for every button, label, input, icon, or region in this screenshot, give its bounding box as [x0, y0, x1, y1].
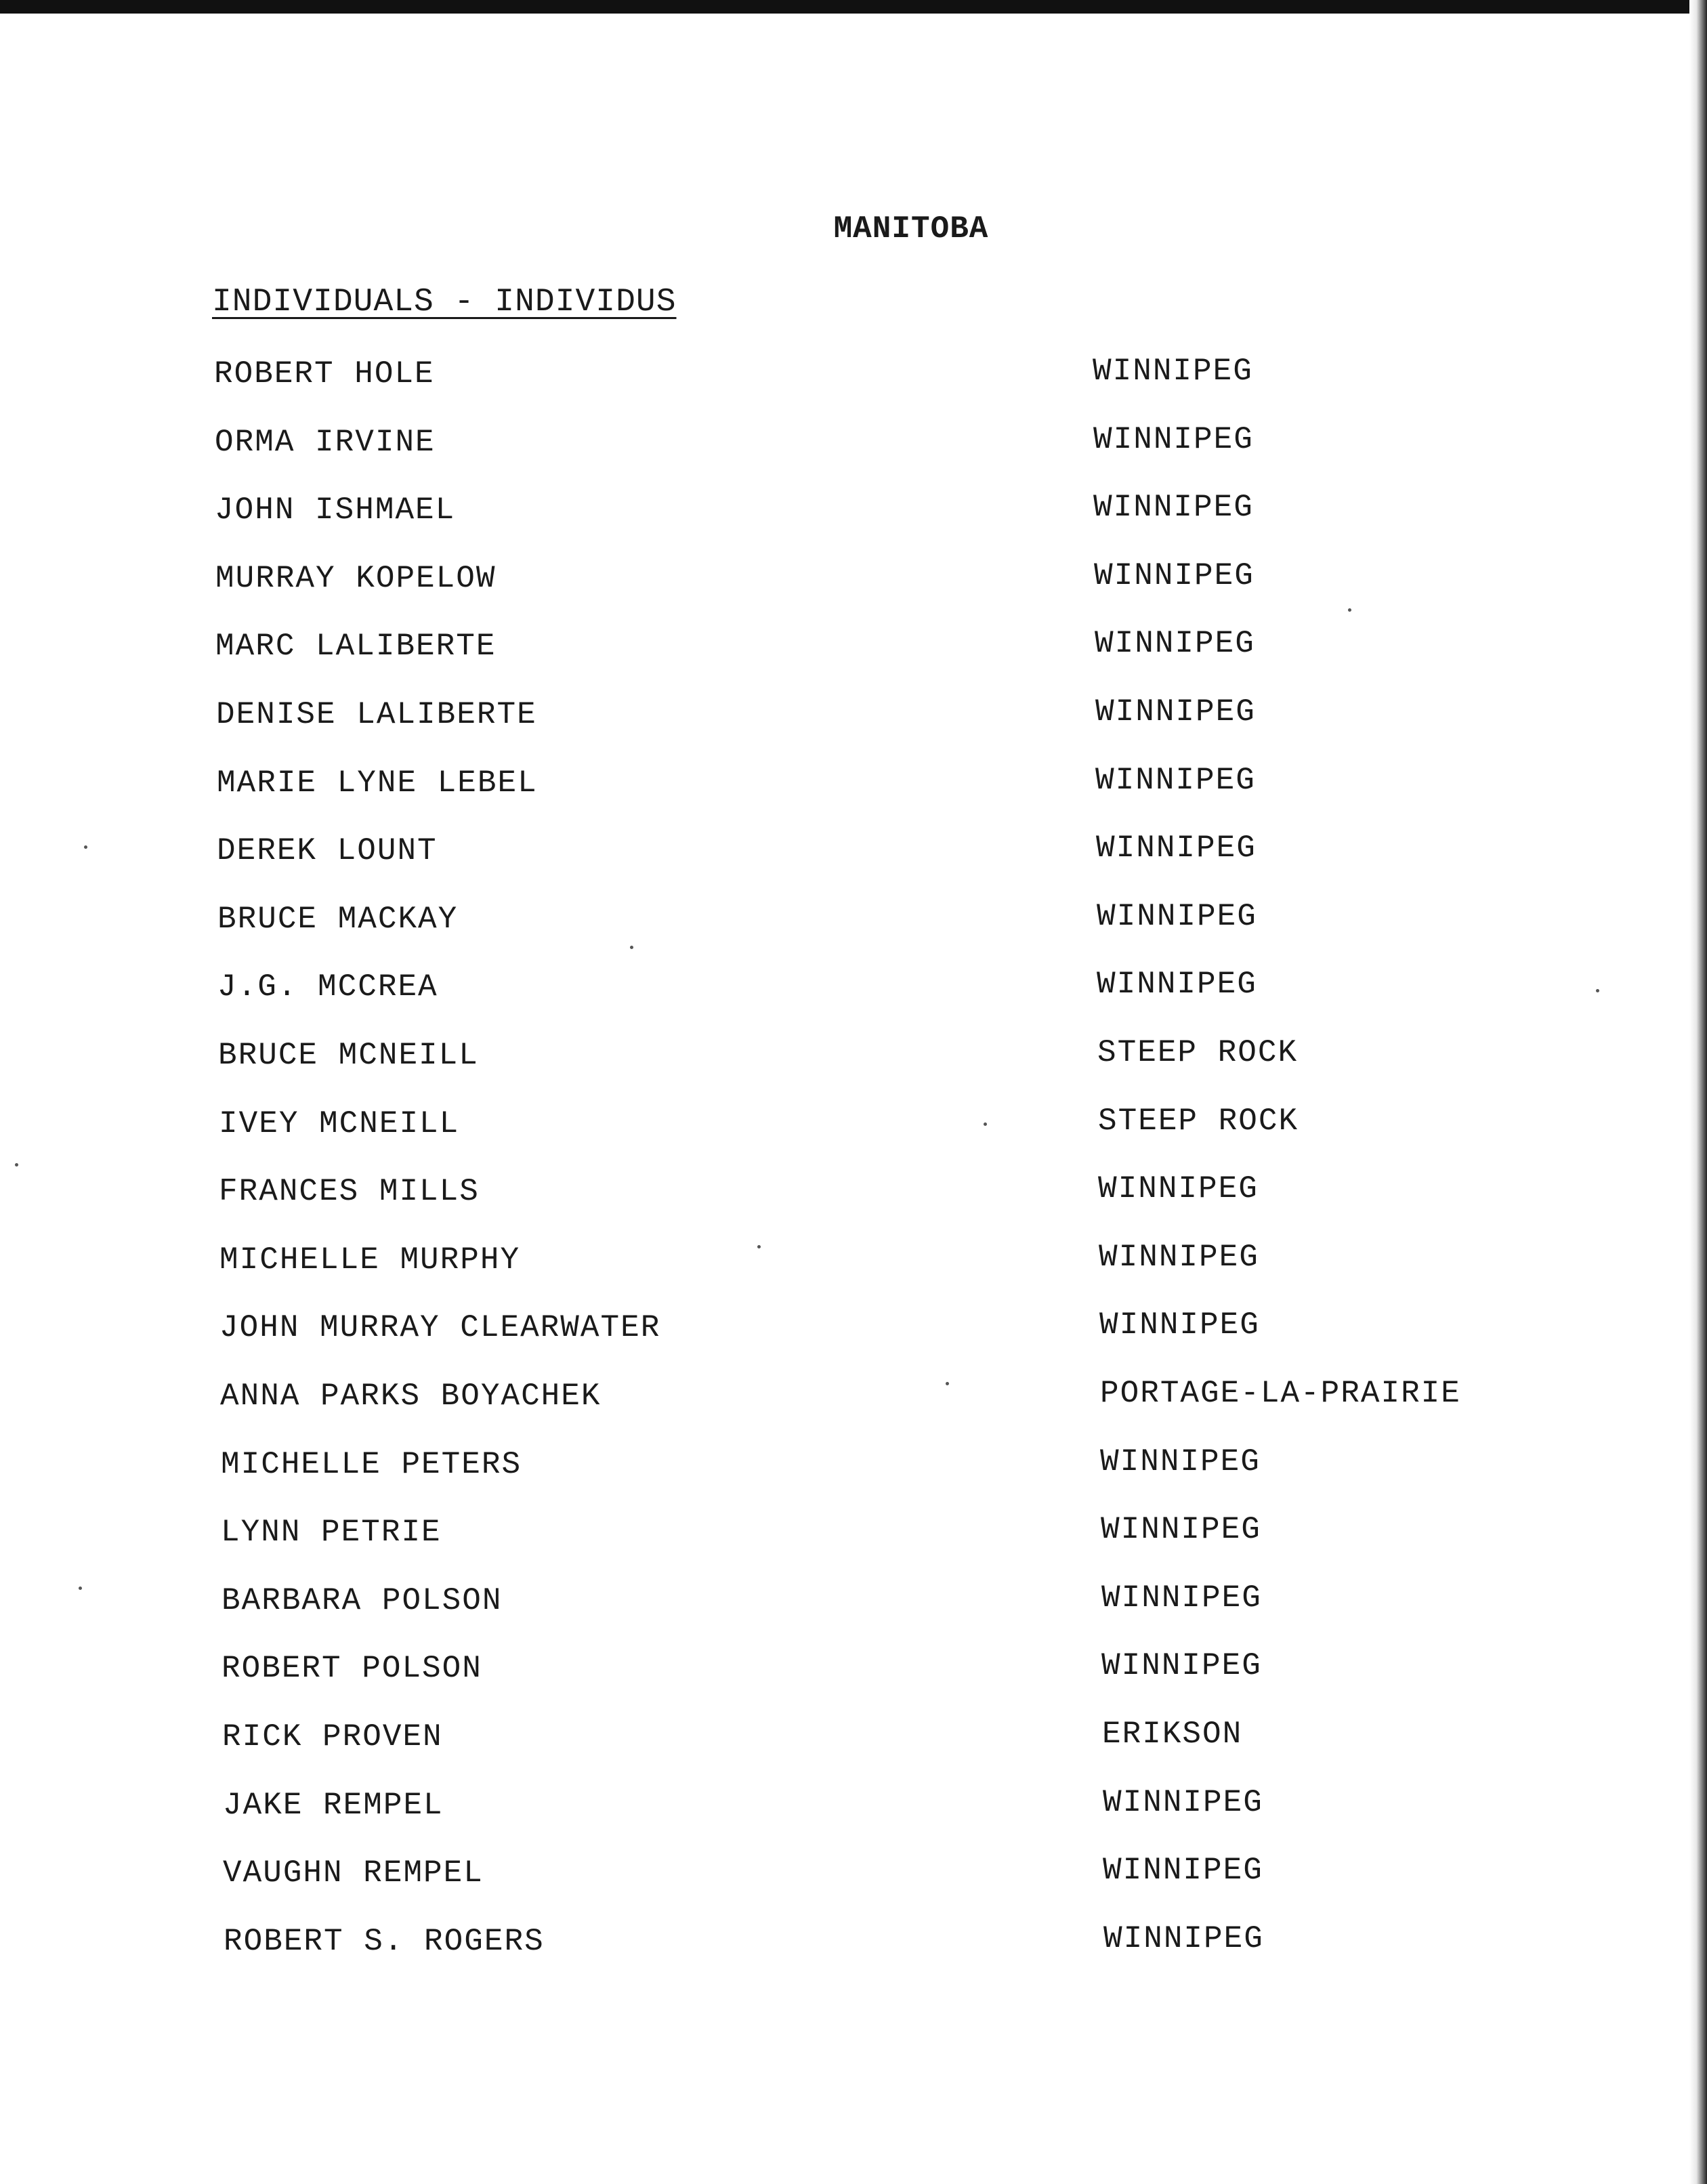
entry-name: ANNA PARKS BOYACHEK [220, 1379, 602, 1414]
scan-speck [984, 1122, 987, 1126]
entry-city: WINNIPEG [1093, 490, 1254, 525]
list-item [0, 1171, 1707, 1215]
entry-name: BARBARA POLSON [222, 1583, 503, 1618]
entry-name: ORMA IRVINE [215, 425, 436, 460]
entry-name: MICHELLE MURPHY [219, 1242, 521, 1278]
entry-name: DEREK LOUNT [217, 833, 438, 868]
entry-name: MICHELLE PETERS [221, 1447, 522, 1482]
entry-name: ROBERT HOLE [214, 356, 435, 392]
scan-speck [15, 1163, 18, 1167]
entry-city: WINNIPEG [1093, 354, 1253, 389]
entry-city: WINNIPEG [1095, 626, 1255, 661]
list-item [0, 969, 1707, 1010]
entry-city: PORTAGE-LA-PRAIRIE [1100, 1376, 1461, 1411]
list-item [0, 1648, 1707, 1692]
entry-city: WINNIPEG [1097, 967, 1257, 1002]
entry-name: MARC LALIBERTE [215, 629, 497, 664]
scan-speck [1596, 989, 1599, 992]
list-item [0, 899, 1707, 942]
entry-city: WINNIPEG [1095, 763, 1256, 798]
entry-city: WINNIPEG [1096, 831, 1257, 866]
entry-name: BRUCE MCNEILL [218, 1038, 479, 1073]
list-item [0, 626, 1707, 669]
list-item [0, 422, 1707, 465]
list-item [0, 1921, 1707, 1965]
list-item [0, 833, 1707, 874]
entry-city: WINNIPEG [1101, 1580, 1262, 1616]
entry-name: ROBERT S. ROGERS [224, 1924, 545, 1959]
list-item [0, 1307, 1707, 1351]
entry-city: WINNIPEG [1103, 1785, 1263, 1820]
list-item [0, 1242, 1707, 1283]
scan-speck [757, 1245, 761, 1248]
list-item [0, 765, 1707, 806]
entry-city: WINNIPEG [1099, 1240, 1259, 1275]
list-item [0, 356, 1707, 397]
list-item [0, 1719, 1707, 1760]
entry-name: JOHN ISHMAEL [215, 492, 456, 528]
entry-city: WINNIPEG [1100, 1444, 1261, 1479]
list-item [0, 558, 1707, 602]
entry-city: WINNIPEG [1101, 1648, 1262, 1683]
list-item [0, 1035, 1707, 1078]
scan-speck [84, 845, 87, 849]
list-item [0, 694, 1707, 738]
entry-name: BRUCE MACKAY [217, 902, 459, 937]
scan-speck [946, 1382, 949, 1385]
entry-name: MURRAY KOPELOW [215, 561, 497, 596]
entry-name: JOHN MURRAY CLEARWATER [219, 1310, 661, 1345]
entry-city: ERIKSON [1102, 1717, 1243, 1752]
list-item [0, 1855, 1707, 1896]
list-item [0, 1376, 1707, 1419]
entry-city: WINNIPEG [1103, 1921, 1264, 1956]
page-title: MANITOBA [833, 211, 989, 247]
entry-name: IVEY MCNEILL [219, 1106, 460, 1141]
entry-name: LYNN PETRIE [221, 1515, 442, 1550]
list-item [0, 1580, 1707, 1624]
entry-name: VAUGHN REMPEL [223, 1855, 484, 1891]
entry-city: STEEP ROCK [1098, 1104, 1299, 1139]
entry-name: DENISE LALIBERTE [216, 697, 537, 732]
entry-city: WINNIPEG [1103, 1853, 1263, 1888]
entry-name: ROBERT POLSON [222, 1651, 482, 1686]
list-item [0, 1785, 1707, 1828]
list-item [0, 1444, 1707, 1488]
entry-city: WINNIPEG [1095, 694, 1256, 730]
list-item [0, 492, 1707, 533]
section-heading: INDIVIDUALS - INDIVIDUS [212, 284, 677, 320]
entry-name: JAKE REMPEL [223, 1788, 444, 1823]
list-item [0, 1512, 1707, 1555]
entry-city: WINNIPEG [1099, 1307, 1260, 1343]
scan-speck [630, 946, 633, 949]
entry-city: WINNIPEG [1093, 422, 1254, 457]
entry-name: FRANCES MILLS [219, 1174, 480, 1209]
entry-city: STEEP ROCK [1097, 1035, 1299, 1070]
scan-speck [79, 1587, 82, 1590]
entry-city: WINNIPEG [1094, 558, 1255, 593]
entry-city: WINNIPEG [1098, 1171, 1259, 1206]
entry-city: WINNIPEG [1101, 1512, 1261, 1547]
entry-city: WINNIPEG [1097, 899, 1257, 934]
entry-name: J.G. MCCREA [217, 969, 438, 1005]
scan-speck [1348, 608, 1351, 612]
list-item [0, 1106, 1707, 1147]
entry-name: RICK PROVEN [222, 1719, 443, 1755]
entry-name: MARIE LYNE LEBEL [217, 765, 538, 801]
